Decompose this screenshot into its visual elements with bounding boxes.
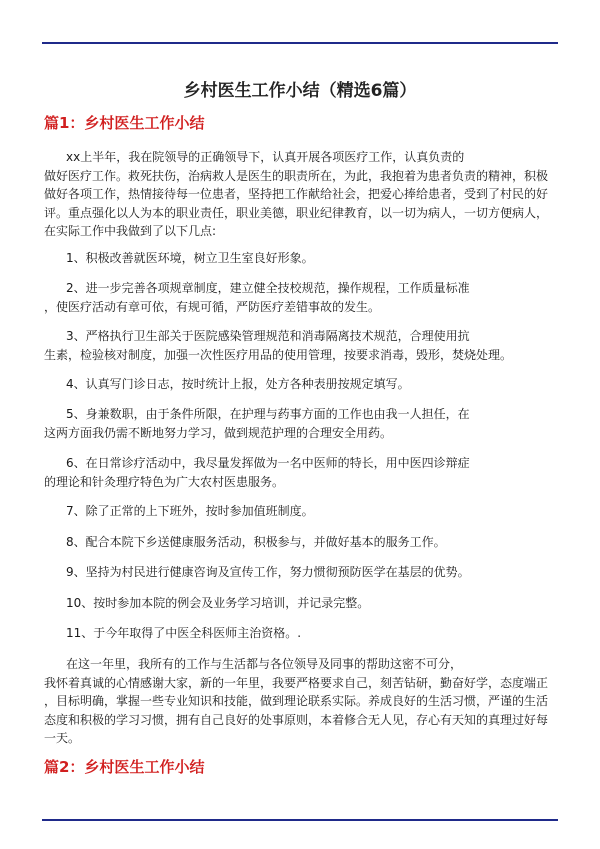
point-7 xyxy=(44,502,564,521)
point-8 xyxy=(44,533,564,552)
point-line: 9、坚持为村民进行健康咨询及宣传工作，努力惯彻预防医学在基层的优势。 xyxy=(66,565,470,579)
closing-line: ，目标明确，掌握一些专业知识和技能，做到理论联系实际。养成良好的生活习惯，严谨的生活 xyxy=(44,694,549,708)
point-line: 8、配合本院下乡送健康服务活动，积极参与，并做好基本的服务工作。 xyxy=(66,535,446,549)
point-line: 的理论和针灸理疗特色为广大农村医患服务。 xyxy=(44,474,285,489)
section-2-heading: 篇2：乡村医生工作小结 xyxy=(44,758,205,776)
point-3 xyxy=(44,327,564,364)
point-6 xyxy=(44,454,564,491)
intro-line: 在实际工作中我做到了以下几点: xyxy=(44,224,217,238)
closing-line: 一天。 xyxy=(44,731,81,745)
closing-line: 我怀着真诚的心情感谢大家，新的一年里，我要严格要求自己，刻苦钻研，勤奋好学，态度端正 xyxy=(44,675,549,690)
document-title: 乡村医生工作小结（精选6篇） xyxy=(183,81,417,101)
point-11 xyxy=(44,624,564,643)
section-1-heading: 篇1：乡村医生工作小结 xyxy=(44,114,205,132)
point-1 xyxy=(44,249,564,268)
point-5 xyxy=(44,405,564,442)
section-1-closing xyxy=(44,655,564,748)
point-line: 10、按时参加本院的例会及业务学习培训，并记录完整。 xyxy=(66,596,370,610)
point-line: 生素，检验核对制度，加强一次性医疗用品的使用管理，按要求消毒，毁形，焚烧处理。 xyxy=(44,347,513,362)
closing-line: 在这一年里，我所有的工作与生活都与各位领导及同事的帮助这密不可分， xyxy=(66,657,463,671)
closing-line: 态度和积极的学习习惯，拥有自己良好的处事原则，本着修合无人见，存心有天知的真理过好每 xyxy=(44,712,549,727)
point-line: 3、严格执行卫生部关于医院感染管理规范和消毒隔离技术规范，合理使用抗 xyxy=(66,329,470,343)
section-1-intro xyxy=(44,148,564,241)
point-4 xyxy=(44,375,564,394)
point-line: 7、除了正常的上下班外，按时参加值班制度。 xyxy=(66,504,314,518)
intro-line: 做好医疗工作。救死扶伤，治病救人是医生的职责所在，为此，我抱着为患者负责的精神，积极 xyxy=(44,168,549,183)
point-9 xyxy=(44,563,564,582)
top-divider xyxy=(42,42,558,44)
point-2 xyxy=(44,279,564,316)
point-10 xyxy=(44,594,564,613)
point-line: 这两方面我仍需不断地努力学习，做到规范护理的合理安全用药。 xyxy=(44,425,393,440)
bottom-divider xyxy=(42,819,558,821)
intro-line: 评。重点强化以人为本的职业责任，职业美德，职业纪律教育，以一切为病人，一切方便病人， xyxy=(44,205,549,220)
point-line: 1、积极改善就医环境，树立卫生室良好形象。 xyxy=(66,251,314,265)
intro-line: xx上半年，我在院领导的正确领导下，认真开展各项医疗工作，认真负责的 xyxy=(66,150,465,164)
point-line: 11、于今年取得了中医全科医师主治资格。. xyxy=(66,626,302,640)
point-line: 5、身兼数职，由于条件所限，在护理与药事方面的工作也由我一人担任，在 xyxy=(66,407,470,421)
intro-line: 做好各项工作，热情接待每一位患者，坚持把工作献给社会，把爱心捧给患者，受到了村民的好 xyxy=(44,187,549,201)
point-line: ，使医疗活动有章可依，有规可循，严防医疗差错事故的发生。 xyxy=(44,299,381,314)
point-line: 4、认真写门诊日志，按时统计上报，处方各种表册按规定填写。 xyxy=(66,377,410,391)
point-line: 2、进一步完善各项规章制度，建立健全技校规范，操作规程，工作质量标准 xyxy=(66,281,470,295)
point-line: 6、在日常诊疗活动中，我尽量发挥做为一名中医师的特长，用中医四诊辩症 xyxy=(66,456,470,470)
